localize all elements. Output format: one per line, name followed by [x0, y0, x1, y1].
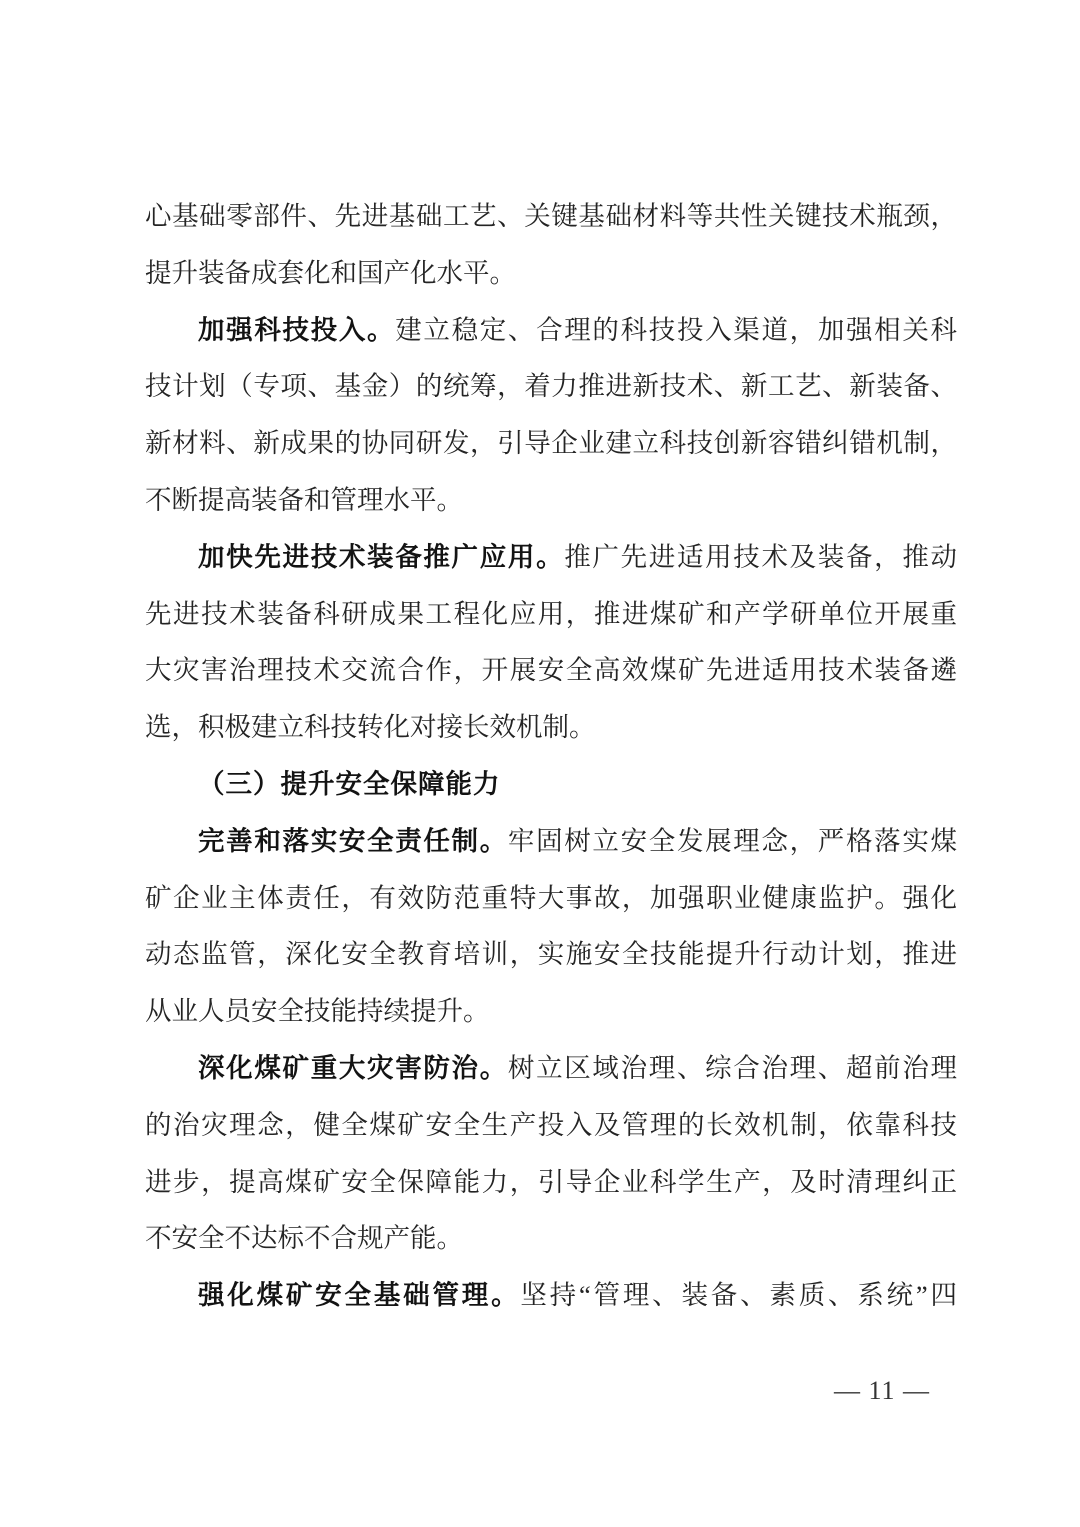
text-line [145, 302, 957, 359]
text-line-body: 选，积极建立科技转化对接长效机制。 [145, 712, 596, 743]
text-line [145, 415, 957, 472]
text-line [145, 1267, 957, 1324]
text-line [145, 1210, 957, 1267]
text-line [145, 1040, 957, 1097]
text-line-body: 的治灾理念，健全煤矿安全生产投入及管理的长效机制，依靠科技 [145, 1109, 957, 1140]
text-line-body: 树立区域治理、综合治理、超前治理 [507, 1052, 958, 1083]
page-number: — 11 — [834, 1376, 931, 1405]
text-line [145, 358, 957, 415]
text-line-body: 新材料、新成果的协同研发，引导企业建立科技创新容错纠错机制， [145, 428, 957, 459]
text-line-body: 建立稳定、合理的科技投入渠道，加强相关科 [395, 314, 958, 345]
paragraph-lead-bold: 深化煤矿重大灾害防治。 [198, 1052, 508, 1083]
text-line [145, 926, 957, 983]
text-line [145, 642, 957, 699]
text-line-body: 坚持“管理、装备、素质、系统”四 [520, 1280, 957, 1311]
text-line-body: 提升装备成套化和国产化水平。 [145, 257, 516, 288]
text-line [145, 813, 957, 870]
text-line-body: 技计划（专项、基金）的统筹，着力推进新技术、新工艺、新装备、 [145, 371, 957, 402]
text-line [145, 983, 957, 1040]
text-line [145, 529, 957, 586]
section-heading-text: （三）提升安全保障能力 [198, 768, 501, 799]
text-line-body: 心基础零部件、先进基础工艺、关键基础材料等共性关键技术瓶颈， [145, 201, 957, 231]
text-line [145, 472, 957, 529]
text-line [145, 1154, 957, 1211]
text-line [145, 188, 957, 245]
text-line-body: 矿企业主体责任，有效防范重特大事故，加强职业健康监护。强化 [145, 882, 957, 913]
text-line [145, 1097, 957, 1154]
text-line-body: 不断提高装备和管理水平。 [145, 484, 463, 515]
text-line-body: 牢固树立安全发展理念，严格落实煤 [507, 825, 958, 856]
paragraph-lead-bold: 加强科技投入。 [198, 314, 396, 345]
text-line [145, 245, 957, 302]
text-line-body: 不安全不达标不合规产能。 [145, 1223, 463, 1254]
text-line-body: 进步，提高煤矿安全保障能力，引导企业科学生产，及时清理纠正 [145, 1166, 957, 1197]
text-line-body: 推广先进适用技术及装备，推动 [564, 541, 957, 572]
paragraph-lead-bold: 完善和落实安全责任制。 [198, 825, 508, 856]
paragraph-lead-bold: 加快先进技术装备推广应用。 [198, 541, 565, 572]
text-line [145, 870, 957, 927]
text-line-body: 动态监管，深化安全教育培训，实施安全技能提升行动计划，推进 [145, 939, 957, 970]
document-text-block [145, 188, 957, 1324]
text-line-body: 大灾害治理技术交流合作，开展安全高效煤矿先进适用技术装备遴 [145, 655, 957, 686]
text-line [145, 699, 957, 756]
text-line [145, 586, 957, 643]
section-heading [145, 756, 957, 813]
text-line-body: 从业人员安全技能持续提升。 [145, 996, 490, 1027]
paragraph-lead-bold: 强化煤矿安全基础管理。 [198, 1280, 521, 1311]
text-line-body: 先进技术装备科研成果工程化应用，推进煤矿和产学研单位开展重 [145, 598, 957, 629]
